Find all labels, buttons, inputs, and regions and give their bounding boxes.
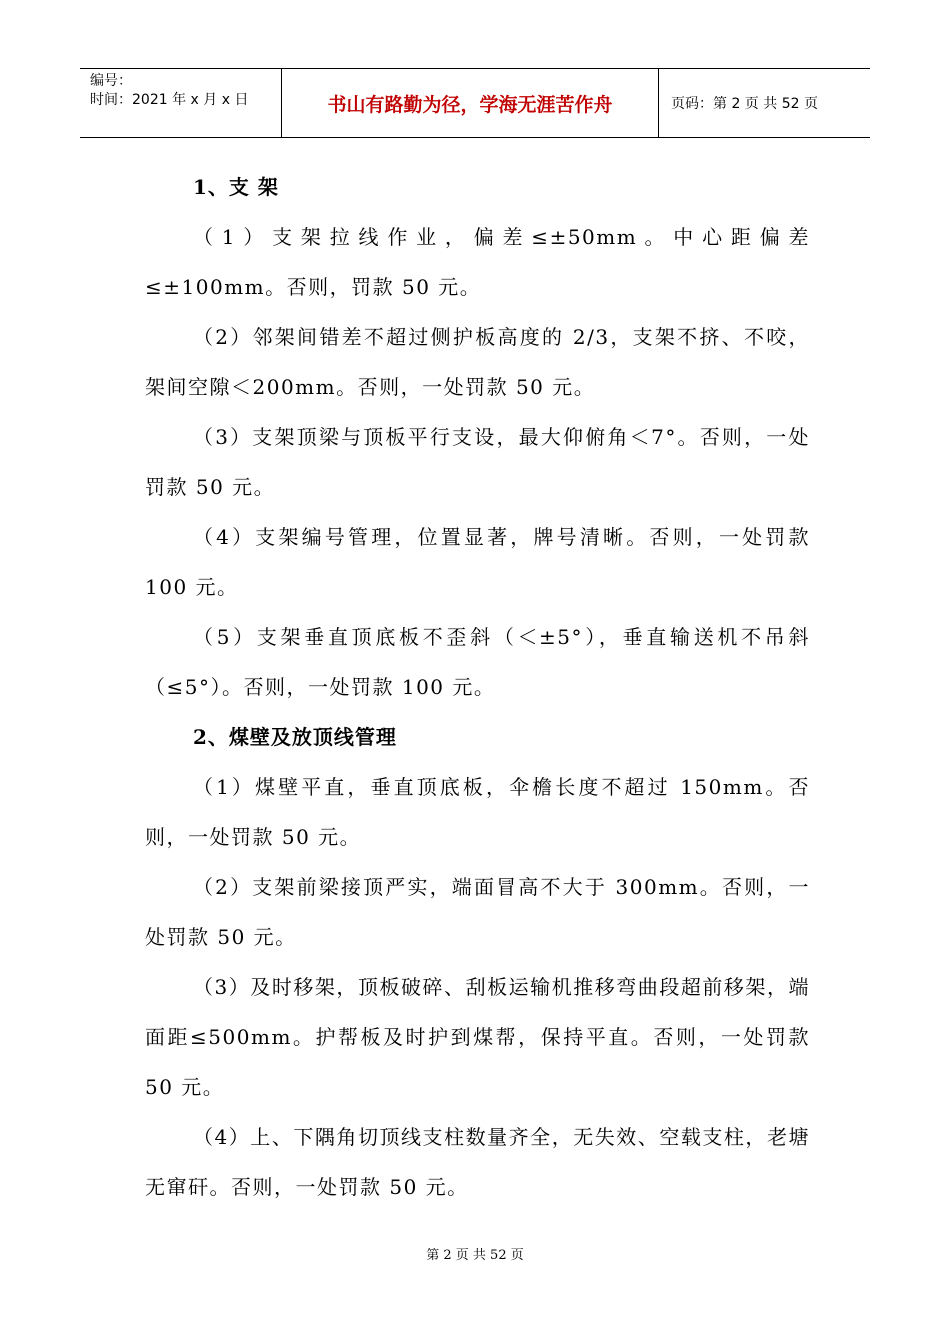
section-supports (145, 162, 810, 712)
paragraph: （1）支架拉线作业，偏差≤±50mm。中心距偏差≤±100mm。否则，罚款 50 元。 (145, 225, 810, 299)
paragraph: （3）支架顶梁与顶板平行支设，最大仰俯角＜7°。否则，一处罚款 50 元。 (145, 425, 810, 499)
paragraph: （1）煤壁平直，垂直顶底板，伞檐长度不超过 150mm。否则，一处罚款 50 元。 (145, 775, 810, 849)
page-footer: 第 2 页 共 52 页 (426, 1248, 524, 1263)
section-title: 1、支 架 (193, 175, 279, 199)
header-meta (80, 69, 282, 137)
header-motto: 书山有路勤为径，学海无涯苦作舟 (282, 69, 659, 137)
paragraph: （2）支架前梁接顶严实，端面冒高不大于 300mm。否则，一处罚款 50 元。 (145, 875, 810, 949)
document-date-label: 时间：2021 年 x 月 x 日 (90, 92, 249, 108)
header-page-label: 页码：第 2 页 共 52 页 (671, 96, 818, 112)
paragraph: （2）邻架间错差不超过侧护板高度的 2/3，支架不挤、不咬，架间空隙＜200mm。否则，一处罚款 50 元。 (145, 325, 810, 399)
paragraph: （3）及时移架，顶板破碎、刮板运输机推移弯曲段超前移架，端面距≤500mm。护帮板及时护到煤帮，保持平直。否则，一处罚款 50 元。 (145, 975, 810, 1099)
document-number-label: 编号： (90, 73, 132, 89)
section-coal-wall (145, 712, 810, 1212)
paragraph: （4）支架编号管理，位置显著，牌号清晰。否则，一处罚款 100 元。 (145, 525, 810, 599)
document-header (80, 68, 870, 138)
document-body (145, 162, 810, 1212)
paragraph: （5）支架垂直顶底板不歪斜（＜±5°），垂直输送机不吊斜（≤5°）。否则，一处罚款 100 元。 (145, 625, 810, 699)
section-title: 2、煤壁及放顶线管理 (193, 725, 397, 749)
paragraph: （4）上、下隅角切顶线支柱数量齐全，无失效、空载支柱，老塘无窜矸。否则，一处罚款 50 元。 (145, 1125, 810, 1199)
